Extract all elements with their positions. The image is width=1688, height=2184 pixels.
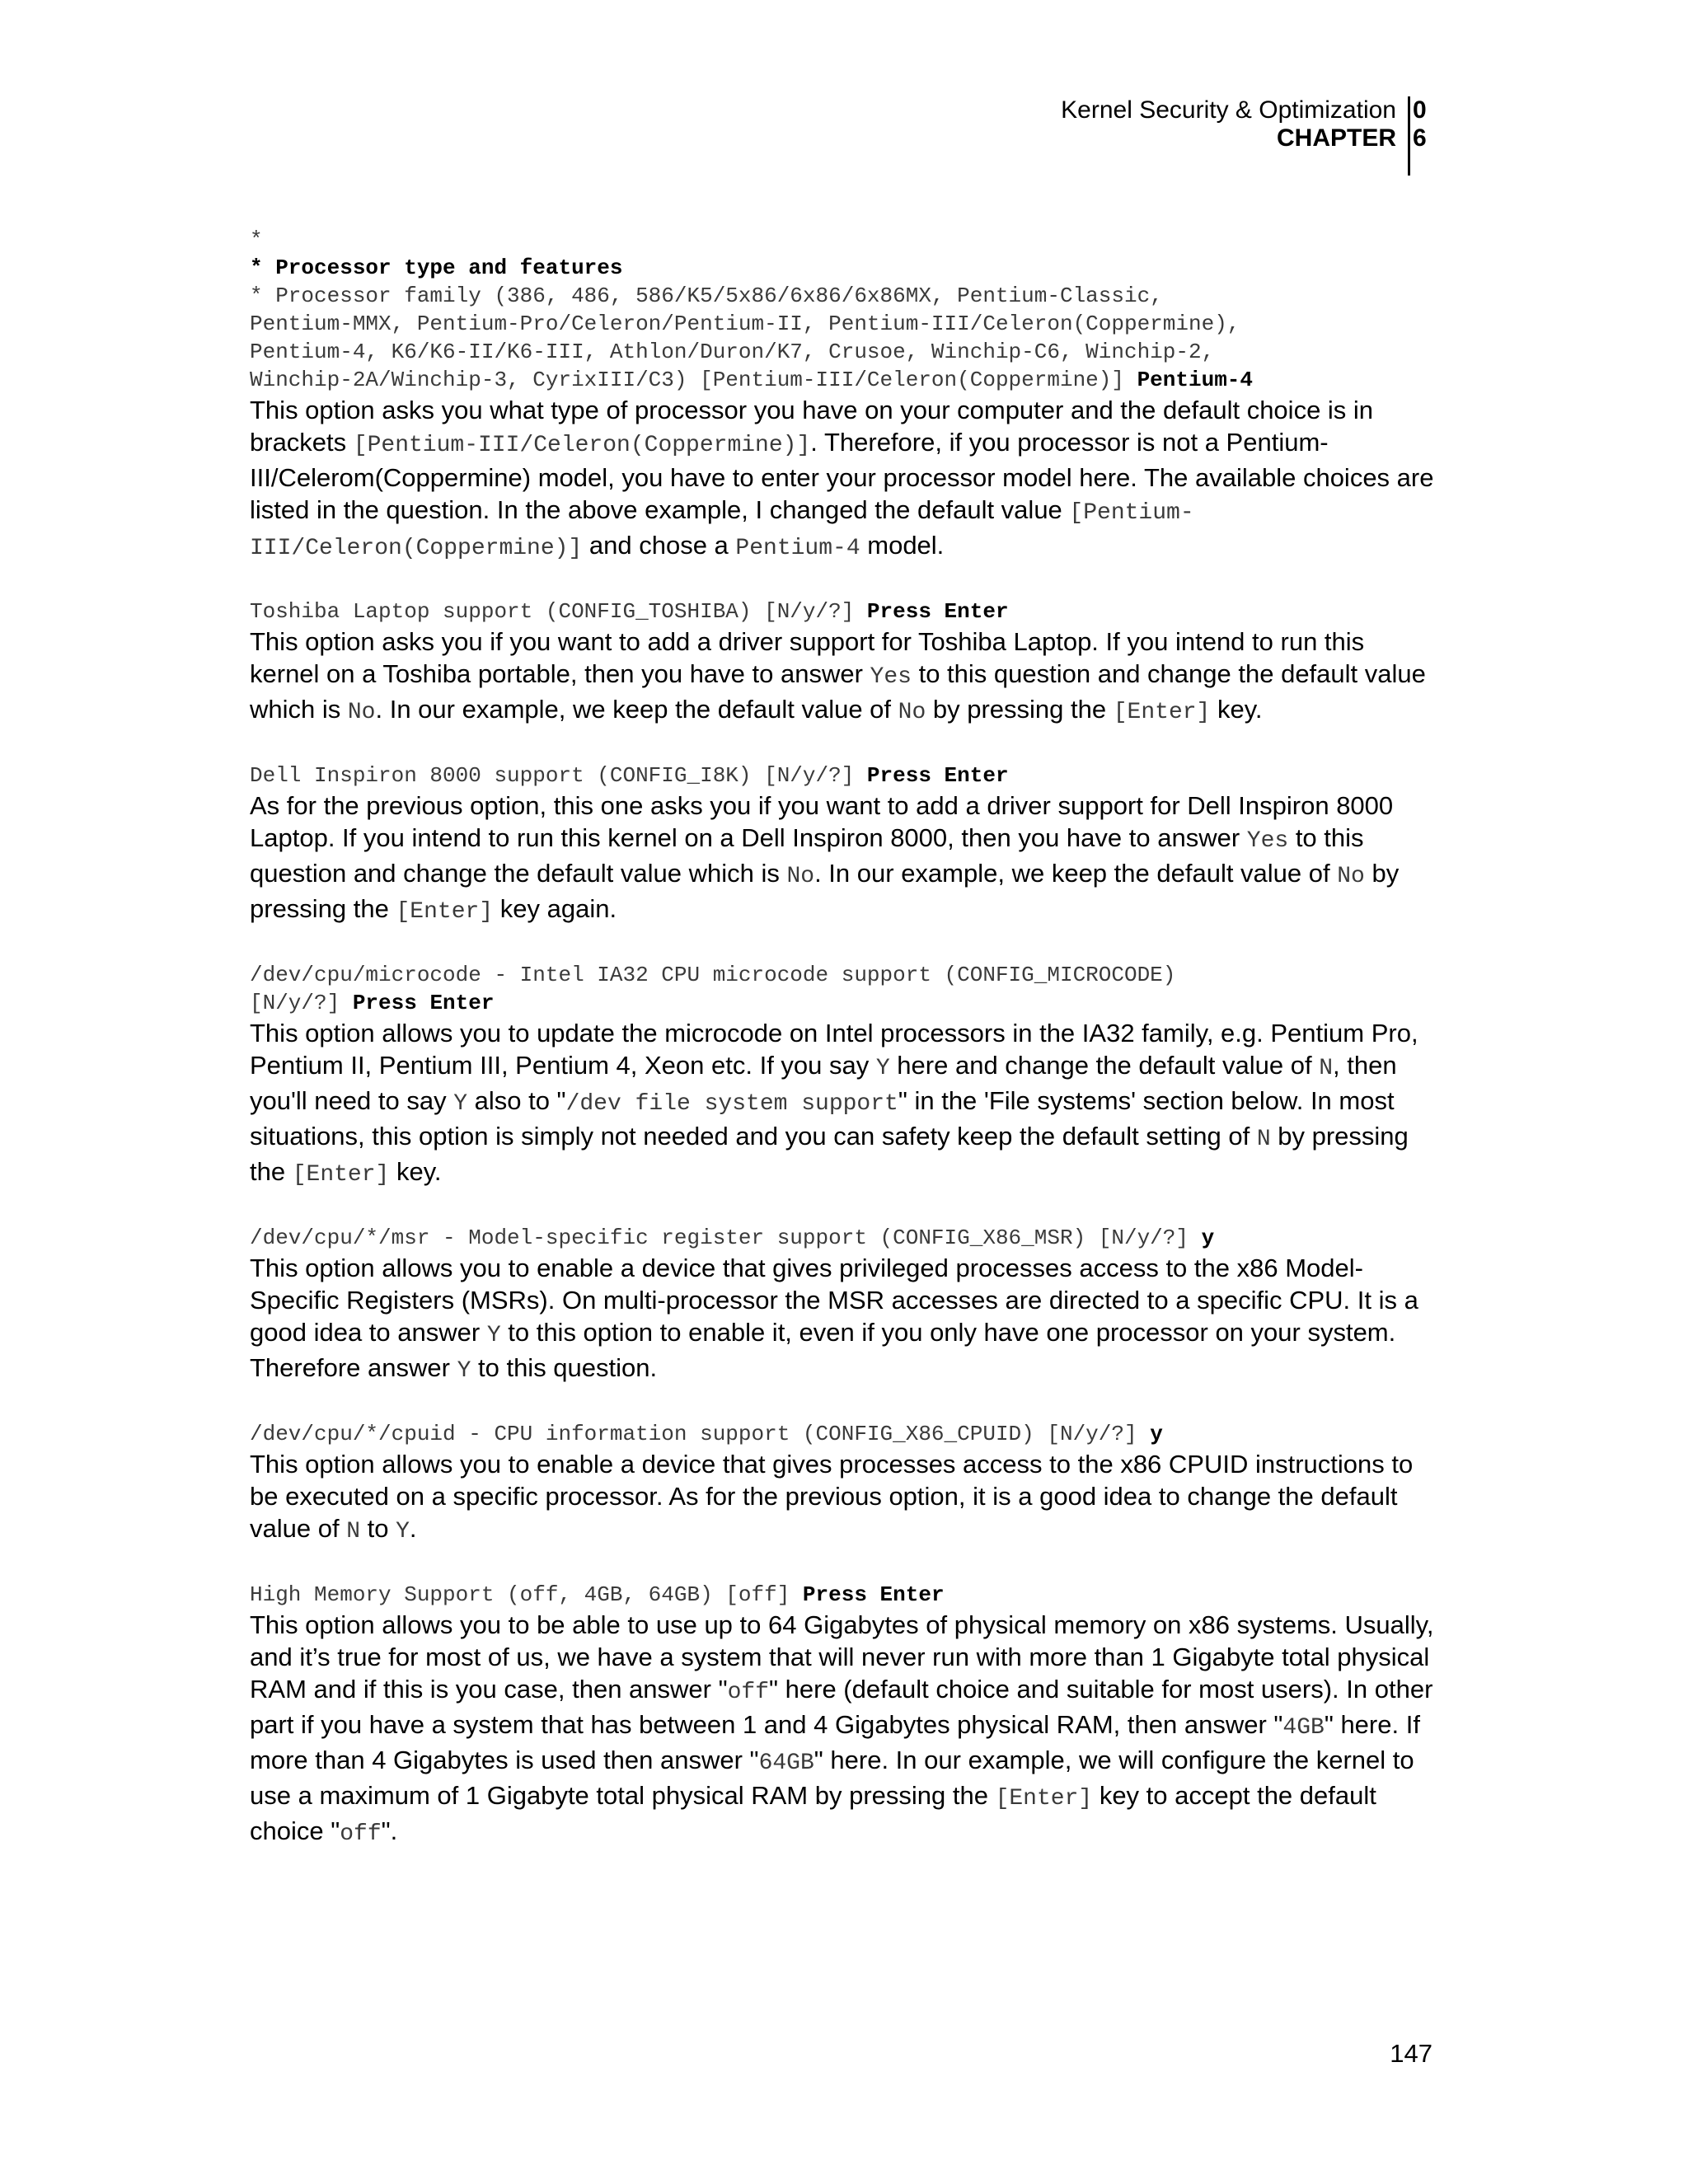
inline-code: Y	[396, 1519, 410, 1544]
header-text	[1061, 96, 1396, 152]
inline-code: No	[347, 700, 376, 725]
prompt-answer: Pentium-4	[1137, 368, 1254, 392]
inline-code: Y	[453, 1091, 467, 1117]
description-text: to this question.	[471, 1353, 658, 1382]
prompt-answer: * Processor type and features	[250, 255, 623, 280]
description-text: As for the previous option, this one asks you if you want to add a driver support for Dell Inspiron 8000 Laptop. If you intend to run this kernel on a Dell Inspiron 8000, then you have to answer	[250, 791, 1394, 852]
config-prompt-line	[250, 338, 1441, 366]
prompt-text: * Processor family (386, 486, 586/K5/5x86/6x86/6x86MX, Pentium-Classic,	[250, 284, 1163, 308]
option-description	[250, 394, 1441, 565]
inline-code: 4GB	[1282, 1715, 1325, 1741]
inline-code: [Enter]	[995, 1786, 1093, 1811]
prompt-text: [N/y/?]	[250, 991, 353, 1015]
description-text: key again.	[493, 894, 617, 923]
description-text: here and change the default value of	[889, 1051, 1320, 1080]
description-text: model.	[860, 531, 945, 560]
description-text: This option allows you to enable a device that gives processes access to the x86 CPUID instructions to be executed on a specific processor. As for the previous option, it is a good idea to change the default value of	[250, 1450, 1414, 1543]
config-prompt	[250, 598, 1441, 626]
config-prompt-line	[250, 366, 1441, 394]
prompt-text: Dell Inspiron 8000 support (CONFIG_I8K) [N/y/?]	[250, 763, 867, 788]
description-text: ".	[381, 1816, 398, 1845]
config-option-section	[250, 961, 1441, 1191]
option-description	[250, 1448, 1441, 1548]
config-option-section	[250, 1581, 1441, 1850]
inline-code: [Enter]	[292, 1162, 390, 1188]
description-text: This option allows you to update the microcode on Intel processors in the IA32 family, e.g. Pentium Pro, Pentium II, Pentium III, Pentium 4, Xeon etc. If you say	[250, 1019, 1418, 1080]
description-text: This option asks you what type of processor you have on your computer and the default choice is in brackets	[250, 396, 1374, 457]
prompt-answer: Press Enter	[866, 763, 1009, 788]
prompt-answer: y	[1201, 1226, 1215, 1250]
prompt-text: Pentium-MMX, Pentium-Pro/Celeron/Pentium-II, Pentium-III/Celeron(Coppermine),	[250, 312, 1240, 336]
config-prompt-line	[250, 226, 1441, 254]
config-prompt-line	[250, 1420, 1441, 1448]
option-description	[250, 790, 1441, 928]
description-text: and chose a	[582, 531, 736, 560]
inline-code: [Pentium-III/Celeron(Coppermine)]	[250, 500, 1194, 561]
config-prompt-line	[250, 989, 1441, 1017]
config-prompt-line	[250, 282, 1441, 310]
prompt-text: Toshiba Laptop support (CONFIG_TOSHIBA) [N/y/?]	[250, 599, 867, 624]
inline-code: [Enter]	[396, 899, 494, 925]
page-body	[250, 226, 1441, 1883]
option-description	[250, 1252, 1441, 1387]
description-text: by pressing the	[250, 1122, 1409, 1186]
inline-code: N	[346, 1519, 361, 1544]
inline-code: N	[1256, 1127, 1271, 1152]
inline-code: N	[1319, 1056, 1334, 1081]
config-prompt-line	[250, 254, 1441, 282]
config-prompt	[250, 226, 1441, 394]
header-divider	[1408, 96, 1410, 176]
description-text: .	[409, 1514, 417, 1543]
description-text: This option allows you to enable a device that gives privileged processes access to the x86 Model-Specific Registers (MSRs). On multi-processor the MSR accesses are directed to a specific CPU. It is a good idea to answer	[250, 1254, 1418, 1347]
option-description	[250, 626, 1441, 729]
config-prompt-line	[250, 762, 1441, 790]
prompt-text: /dev/cpu/microcode - Intel IA32 CPU microcode support (CONFIG_MICROCODE)	[250, 963, 1176, 987]
description-text: to this option to enable it, even if you only have one processor on your system. Therefore answer	[250, 1318, 1396, 1382]
config-option-section	[250, 598, 1441, 729]
description-text: key.	[1210, 695, 1263, 724]
config-prompt-line	[250, 1581, 1441, 1609]
description-text: " here (default choice and suitable for most users). In other part if you have a system that has between 1 and 4 Gigabytes physical RAM, then answer "	[250, 1675, 1433, 1739]
inline-code: Pentium-4	[735, 536, 860, 561]
chapter-number-digit-2: 6	[1413, 124, 1427, 152]
chapter-number-digit-1: 0	[1413, 96, 1427, 124]
header-title: Kernel Security & Optimization	[1061, 96, 1396, 124]
description-text: " here. In our example, we will configure the kernel to use a maximum of 1 Gigabyte total physical RAM by pressing the	[250, 1746, 1414, 1810]
description-text: by pressing the	[250, 859, 1400, 923]
inline-code: No	[898, 700, 926, 725]
description-text: by pressing the	[926, 695, 1114, 724]
description-text: This option asks you if you want to add a driver support for Toshiba Laptop. If you intend to run this kernel on a Toshiba portable, then you have to answer	[250, 627, 1365, 688]
inline-code: Y	[457, 1358, 471, 1384]
inline-code: Y	[486, 1323, 501, 1348]
prompt-text: High Memory Support (off, 4GB, 64GB) [off]	[250, 1582, 803, 1607]
prompt-answer: Press Enter	[352, 991, 495, 1015]
inline-code: [Pentium-III/Celeron(Coppermine)]	[353, 433, 811, 458]
config-option-section	[250, 1420, 1441, 1548]
inline-code: 64GB	[758, 1750, 814, 1776]
inline-code: Y	[875, 1056, 890, 1081]
prompt-text: /dev/cpu/*/cpuid - CPU information support (CONFIG_X86_CPUID) [N/y/?]	[250, 1422, 1151, 1446]
option-description	[250, 1017, 1441, 1191]
config-prompt	[250, 961, 1441, 1017]
inline-code: No	[1337, 864, 1365, 889]
header-chapter-label: CHAPTER	[1276, 124, 1396, 152]
inline-code: No	[786, 864, 815, 889]
description-text: " here. If more than 4 Gigabytes is used then answer "	[250, 1710, 1420, 1774]
description-text: also to "	[467, 1086, 566, 1115]
description-text: key.	[389, 1157, 442, 1186]
config-option-section	[250, 226, 1441, 565]
inline-code: /dev file system support	[565, 1091, 898, 1117]
config-prompt-line	[250, 310, 1441, 338]
prompt-text: *	[250, 227, 263, 252]
config-prompt-line	[250, 1224, 1441, 1252]
inline-code: off	[727, 1680, 770, 1705]
description-text: . Therefore, if you processor is not a Pentium-III/Celerom(Coppermine) model, you have to enter your processor model here. The available choices are listed in the question. In the above example, I changed the default value	[250, 428, 1434, 524]
prompt-text: /dev/cpu/*/msr - Model-specific register support (CONFIG_X86_MSR) [N/y/?]	[250, 1226, 1202, 1250]
description-text: " in the 'File systems' section below. In most situations, this option is simply not needed and you can safety keep the default setting of	[250, 1086, 1395, 1151]
config-prompt-line	[250, 961, 1441, 989]
inline-code: off	[340, 1821, 382, 1847]
config-prompt	[250, 1420, 1441, 1448]
description-text: . In our example, we keep the default value of	[814, 859, 1338, 888]
description-text: key to accept the default choice "	[250, 1781, 1376, 1845]
description-text: , then you'll need to say	[250, 1051, 1397, 1115]
config-prompt	[250, 1224, 1441, 1252]
config-option-section	[250, 1224, 1441, 1387]
config-prompt-line	[250, 598, 1441, 626]
chapter-number	[1413, 96, 1427, 152]
config-prompt	[250, 1581, 1441, 1609]
inline-code: [Enter]	[1113, 700, 1211, 725]
prompt-answer: Press Enter	[866, 599, 1009, 624]
config-prompt	[250, 762, 1441, 790]
prompt-text: Pentium-4, K6/K6-II/K6-III, Athlon/Duron/K7, Crusoe, Winchip-C6, Winchip-2,	[250, 340, 1215, 364]
option-description	[250, 1609, 1441, 1850]
inline-code: Yes	[1246, 828, 1289, 854]
prompt-answer: y	[1150, 1422, 1163, 1446]
prompt-text: Winchip-2A/Winchip-3, CyrixIII/C3) [Pentium-III/Celeron(Coppermine)]	[250, 368, 1137, 392]
description-text: to	[360, 1514, 396, 1543]
description-text: This option allows you to be able to use up to 64 Gigabytes of physical memory on x86 systems. Usually, and it’s true for most of us, we have a system that will never run with more than 1 Gigabyte total physical RAM and if this is you case, then answer "	[250, 1610, 1434, 1704]
description-text: to this question and change the default value which is	[250, 659, 1426, 724]
inline-code: Yes	[870, 664, 912, 690]
page-number: 147	[1390, 2039, 1432, 2068]
config-option-section	[250, 762, 1441, 928]
description-text: . In our example, we keep the default value of	[375, 695, 898, 724]
description-text: to this question and change the default value which is	[250, 823, 1364, 888]
prompt-answer: Press Enter	[802, 1582, 945, 1607]
